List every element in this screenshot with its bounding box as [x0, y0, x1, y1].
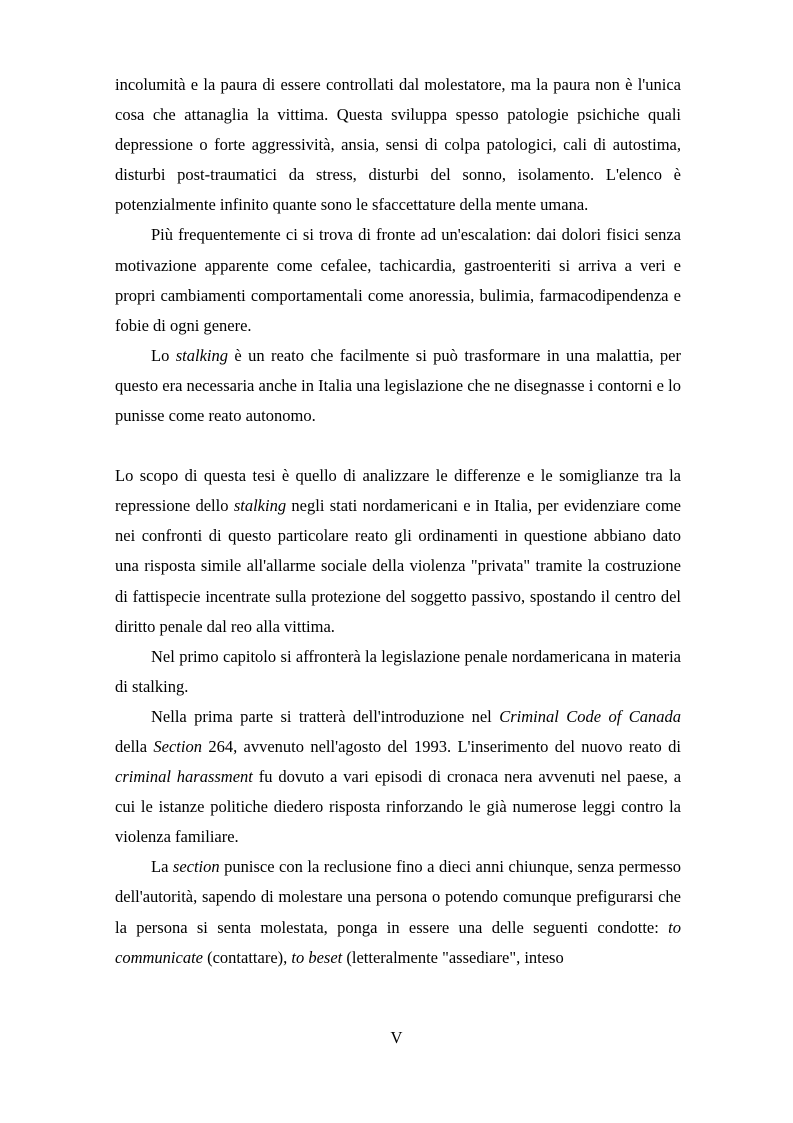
- text-run: fu dovuto a vari episodi di cronaca nera avvenuti nel paese, a cui le istanze politiche diedero risposta rinforzando le già numerose leggi contro la violenza familiare.: [115, 767, 682, 847]
- body-text: [115, 70, 681, 973]
- text-run: La: [151, 857, 173, 877]
- italic-term: stalking: [175, 345, 228, 365]
- text-run: Nel primo capitolo si affronterà la legislazione penale nordamericana in materia di stalking.: [115, 646, 681, 696]
- paragraph-7: [115, 852, 681, 972]
- paragraph-1: [115, 70, 681, 220]
- paragraph-5: [115, 642, 681, 702]
- text-run: della: [115, 736, 154, 756]
- italic-term: Section: [153, 736, 202, 756]
- text-run: Lo: [151, 345, 176, 365]
- paragraph-6: [115, 702, 681, 852]
- text-run: (contattare),: [202, 947, 292, 967]
- italic-term: stalking: [233, 496, 287, 516]
- text-run: Nella prima parte si tratterà dell'introduzione nel: [151, 706, 500, 726]
- italic-term: to communicate: [115, 917, 681, 967]
- text-run: Lo scopo di questa tesi è quello di analizzare le differenze e le somiglianze tra la repressione dello: [115, 466, 681, 516]
- italic-term: to beset: [291, 947, 343, 967]
- text-run: negli stati nordamericani e in Italia, per evidenziare come nei confronti di questo particolare reato gli ordinamenti in questione abbiano dato una risposta simile all'allarme sociale della violenza "privata" tramite la costruzione di fattispecie incentrate sulla protezione del soggetto passivo, spostando il centro del diritto penale dal reo alla vittima.: [115, 496, 681, 636]
- text-run: 264, avvenuto nell'agosto del 1993. L'inserimento del nuovo reato di: [201, 736, 681, 756]
- text-run: Più frequentemente ci si trova di fronte ad un'escalation: dai dolori fisici senza motivazione apparente come cefalee, tachicardia, gastroenteriti si arriva a veri e propri cambiamenti comportamentali come anoressia, bulimia, farmacodipendenza e fobie di ogni genere.: [115, 225, 681, 335]
- text-run: punisce con la reclusione fino a dieci anni chiunque, senza permesso dell'autorità, sapendo di molestare una persona o potendo comunque prefigurarsi che la persona si senta molestata, ponga in essere una delle seguenti condotte:: [115, 857, 681, 937]
- text-run: incolumità e la paura di essere controllati dal molestatore, ma la paura non è l'unica cosa che attanaglia la vittima. Questa sviluppa spesso patologie psichiche quali depressione o forte aggressività, ansia, sensi di colpa patologici, cali di autostima, disturbi post-traumatici da stress, disturbi del sonno, isolamento. L'elenco è potenzialmente infinito quante sono le sfaccettature della mente umana.: [115, 75, 681, 215]
- text-run: è un reato che facilmente si può trasformare in una malattia, per questo era necessaria anche in Italia una legislazione che ne disegnasse i contorni e lo punisse come reato autonomo.: [115, 345, 681, 426]
- paragraph-4: [115, 461, 681, 642]
- italic-term: section: [172, 857, 220, 877]
- paragraph-3: [115, 341, 681, 431]
- italic-term: Criminal Code of Canada: [499, 706, 681, 726]
- paragraph-gap: [115, 431, 681, 461]
- paragraph-2: [115, 220, 681, 340]
- page-number: V: [390, 1028, 403, 1047]
- italic-term: criminal harassment: [115, 767, 253, 787]
- text-run: (letteralmente "assediare", inteso: [342, 947, 564, 967]
